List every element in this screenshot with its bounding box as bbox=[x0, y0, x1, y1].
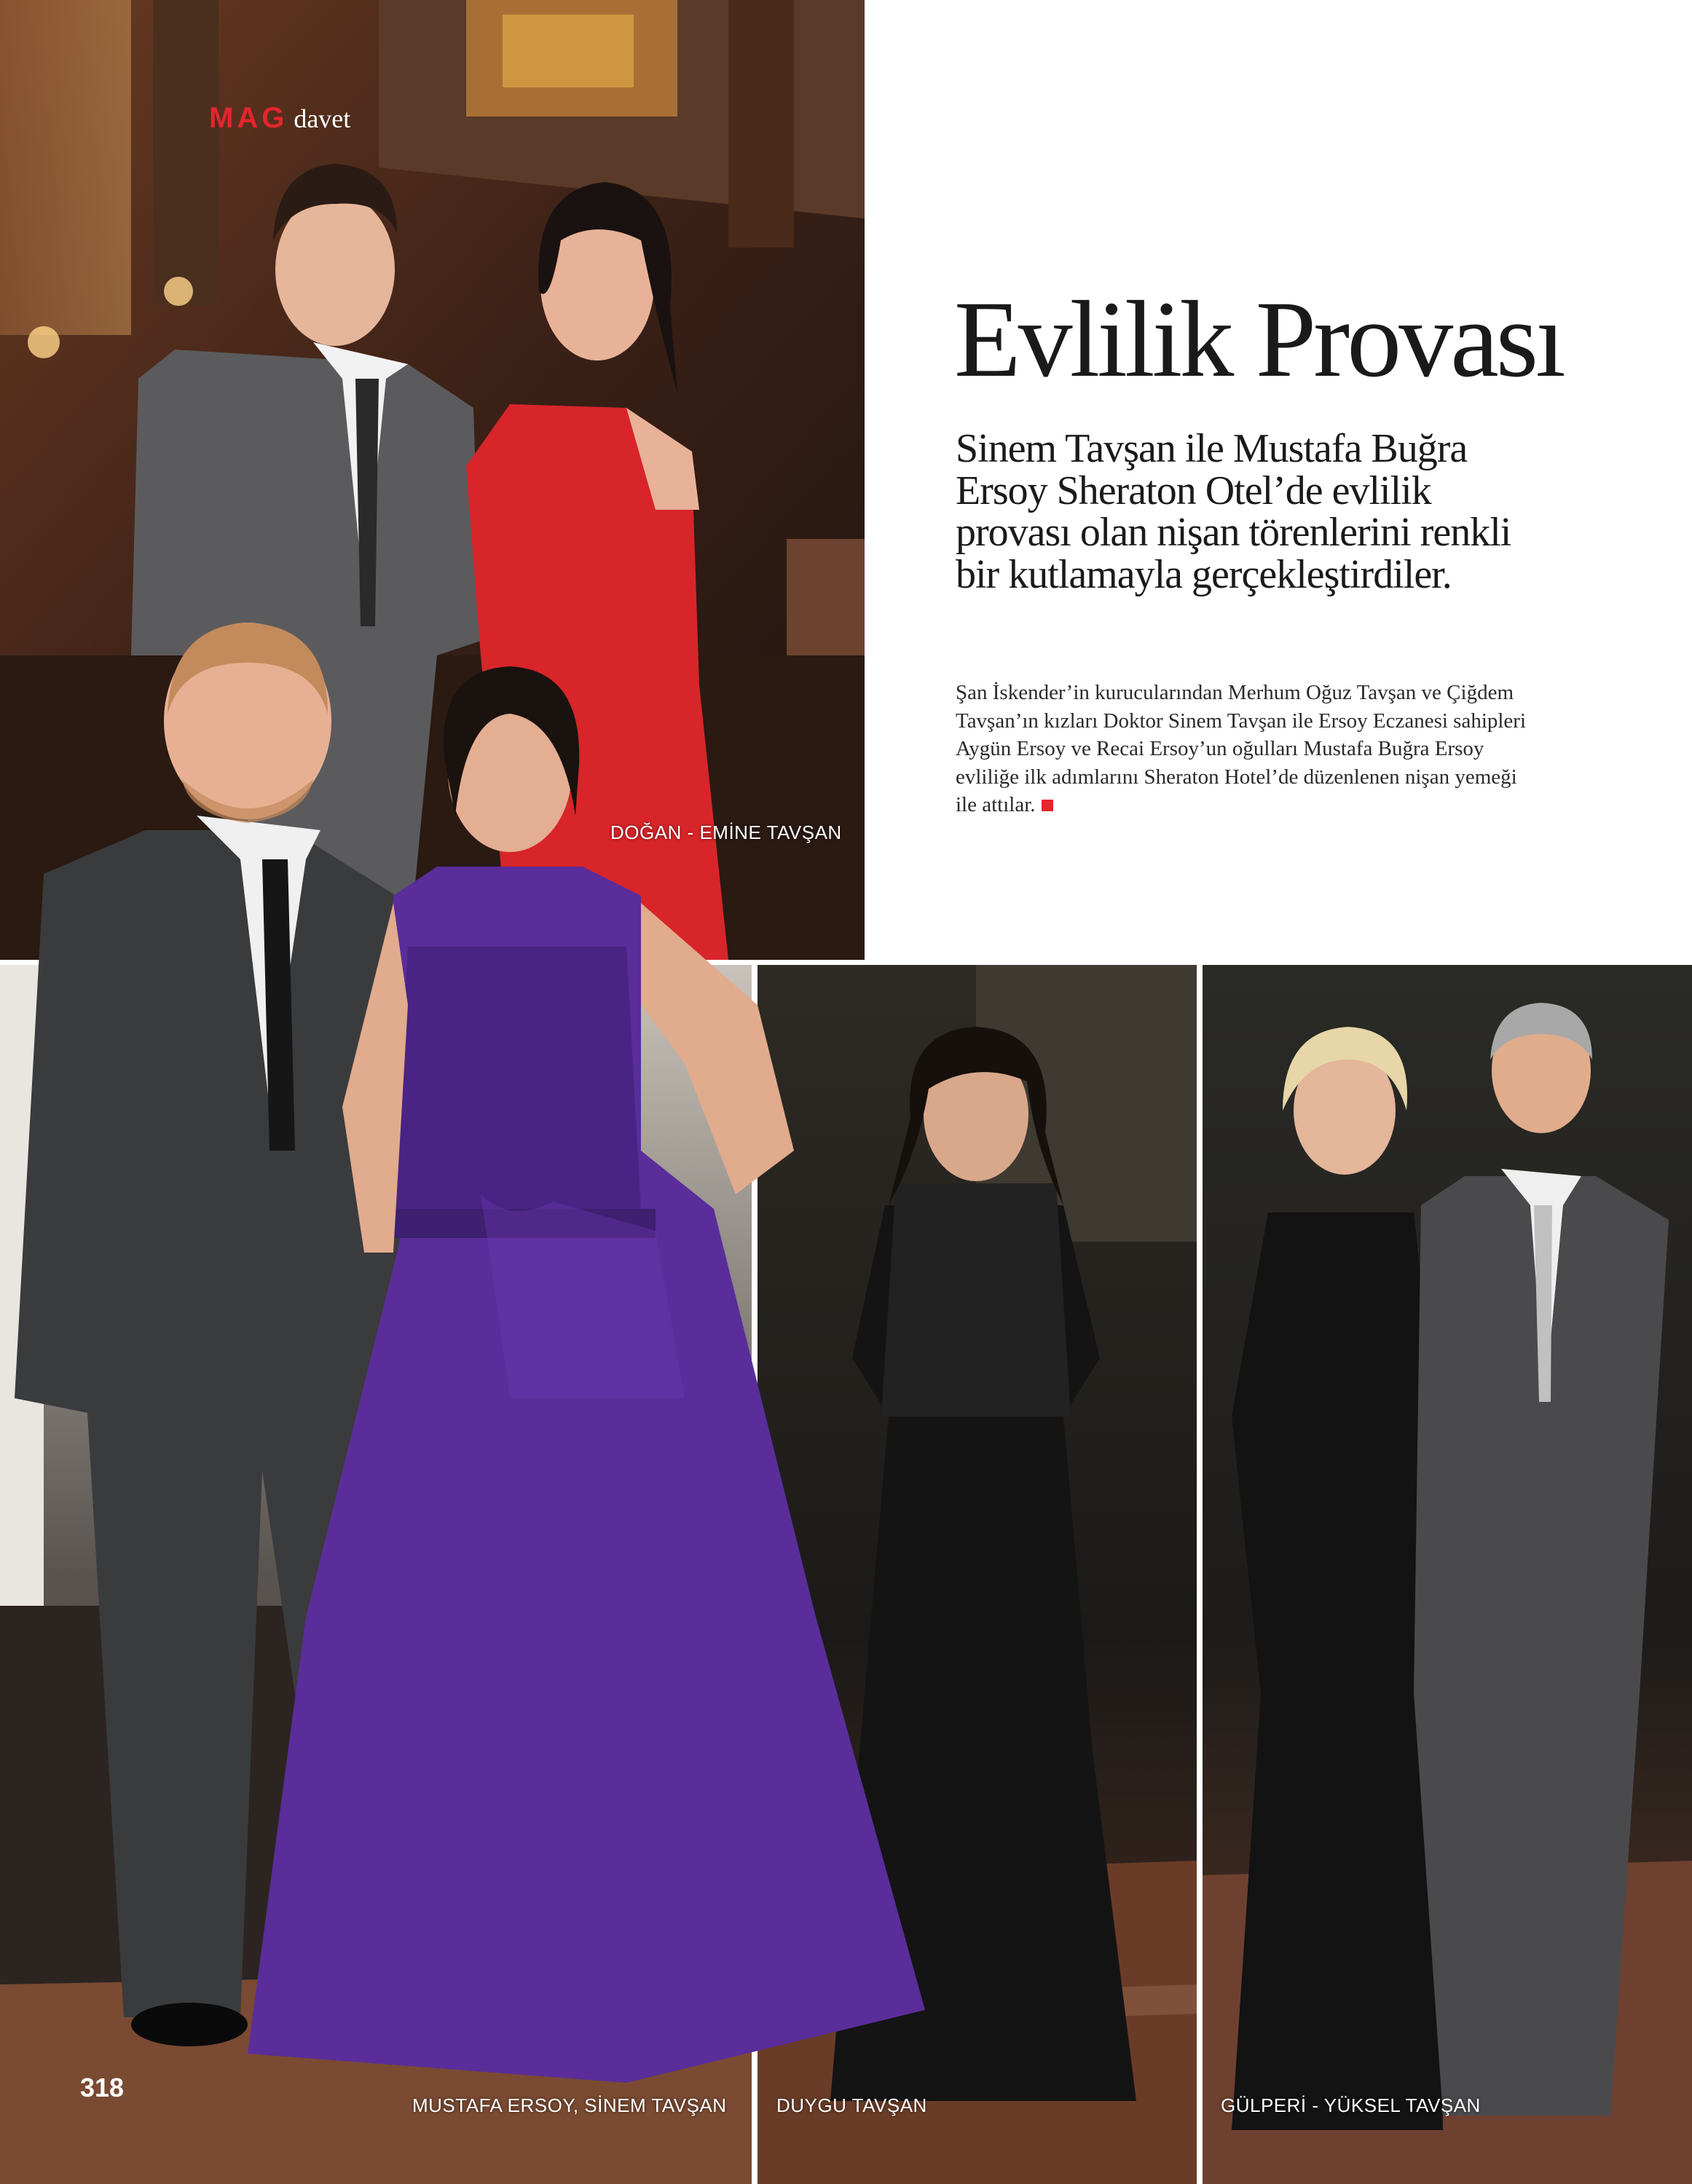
photo-caption-2: MUSTAFA ERSOY, SİNEM TAVŞAN bbox=[412, 2094, 727, 2116]
page-number: 318 bbox=[80, 2073, 125, 2102]
article-body-text: Şan İskender’in kurucularından Merhum Oğuz Tavşan ve Çiğdem Tavşan’ın kızları Doktor Sinem Tavşan ile Ersoy Eczanesi sahipleri Aygün Ersoy ve Recai Ersoy’un oğulları Mustafa Buğra Ersoy evliliğe ilk adımlarını Sheraton Hotel’de düzenlenen nişan yemeği ile attılar. bbox=[956, 681, 1527, 817]
section-name: davet bbox=[294, 104, 351, 133]
article-title: Evlilik Provası bbox=[954, 279, 1563, 400]
article-body bbox=[956, 679, 1531, 819]
photo-gulperi-yuksel-tavsan bbox=[1203, 965, 1692, 2184]
photo-caption-1: DOĞAN - EMİNE TAVŞAN bbox=[610, 821, 842, 843]
end-mark bbox=[1042, 800, 1053, 811]
photo-caption-3: DUYGU TAVŞAN bbox=[776, 2094, 927, 2116]
section-label bbox=[209, 102, 350, 135]
photo-caption-4: GÜLPERİ - YÜKSEL TAVŞAN bbox=[1221, 2094, 1481, 2116]
brand-logo: MAG bbox=[209, 102, 288, 134]
article-subtitle: Sinem Tavşan ile Mustafa Buğra Ersoy Sheraton Otel’de evlilik provası olan nişan törenlerini renkli bir kutlamayla gerçekleştirdiler. bbox=[956, 426, 1511, 598]
